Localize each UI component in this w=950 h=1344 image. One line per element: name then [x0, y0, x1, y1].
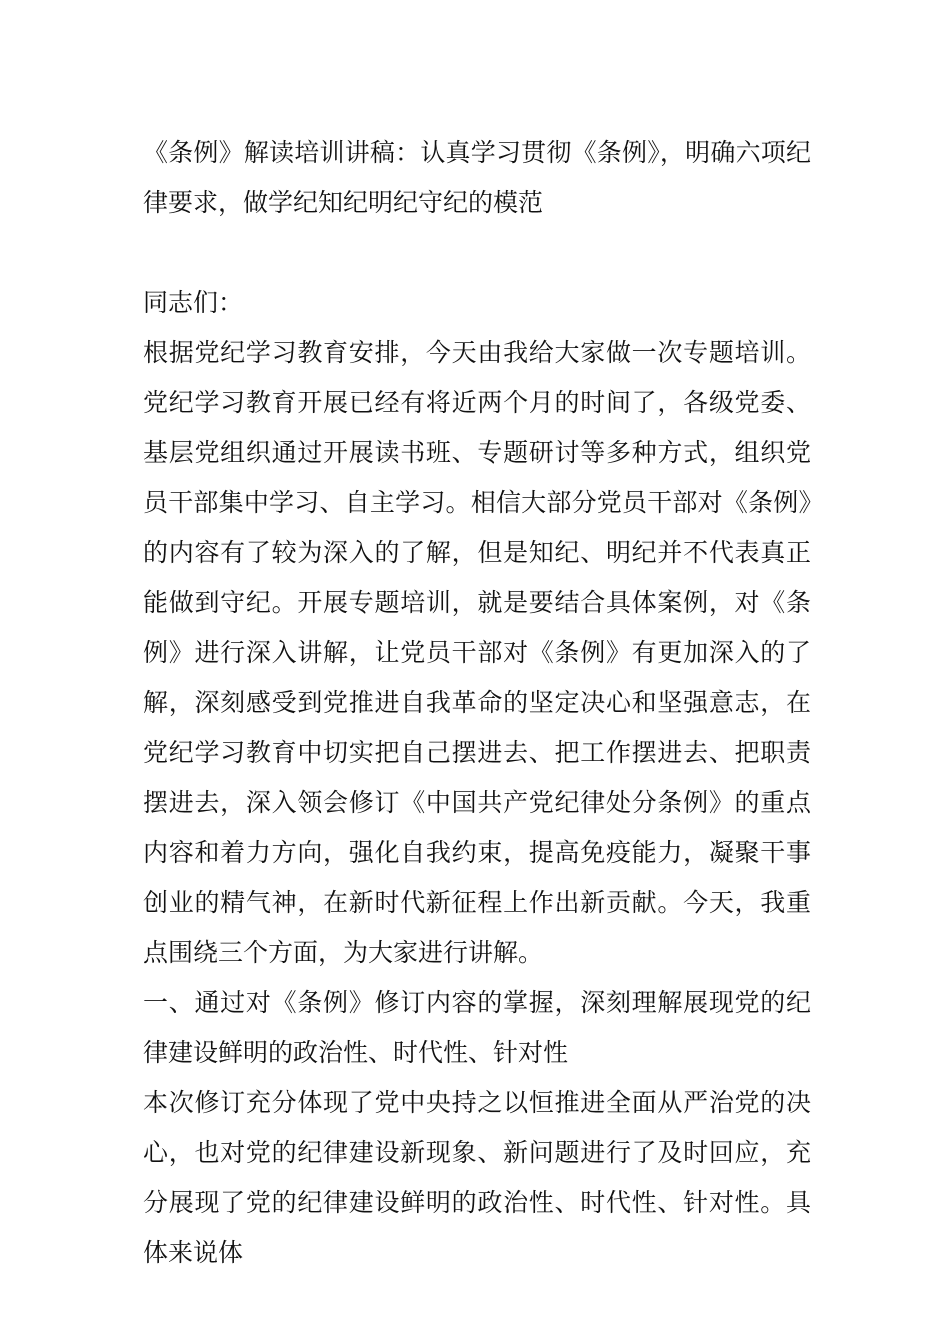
salutation: 同志们：: [143, 288, 244, 317]
document-title: 《条例》解读培训讲稿：认真学习贯彻《条例》，明确六项纪律要求，做学纪知纪明纪守纪的模范: [143, 138, 811, 217]
section-heading: 一、通过对《条例》修订内容的掌握，深刻理解展现党的纪律建设鲜明的政治性、时代性、针对性: [143, 988, 811, 1067]
section-paragraph: 本次修订充分体现了党中央持之以恒推进全面从严治党的决心，也对党的纪律建设新现象、新问题进行了及时回应，充分展现了党的纪律建设鲜明的政治性、时代性、针对性。具体来说体: [143, 1088, 811, 1267]
intro-paragraph: 根据党纪学习教育安排，今天由我给大家做一次专题培训。党纪学习教育开展已经有将近两个月的时间了，各级党委、基层党组织通过开展读书班、专题研讨等多种方式，组织党员干部集中学习、自主学习。相信大部分党员干部对《条例》的内容有了较为深入的了解，但是知纪、明纪并不代表真正能做到守纪。开展专题培训，就是要结合具体案例，对《条例》进行深入讲解，让党员干部对《条例》有更加深入的了解，深刻感受到党推进自我革命的坚定决心和坚强意志，在党纪学习教育中切实把自己摆进去、把工作摆进去、把职责摆进去，深入领会修订《中国共产党纪律处分条例》的重点内容和着力方向，强化自我约束，提高免疫能力，凝聚干事创业的精气神，在新时代新征程上作出新贡献。今天，我重点围绕三个方面，为大家进行讲解。: [143, 338, 811, 967]
document-body: [143, 128, 811, 1278]
spacer: [143, 228, 811, 278]
